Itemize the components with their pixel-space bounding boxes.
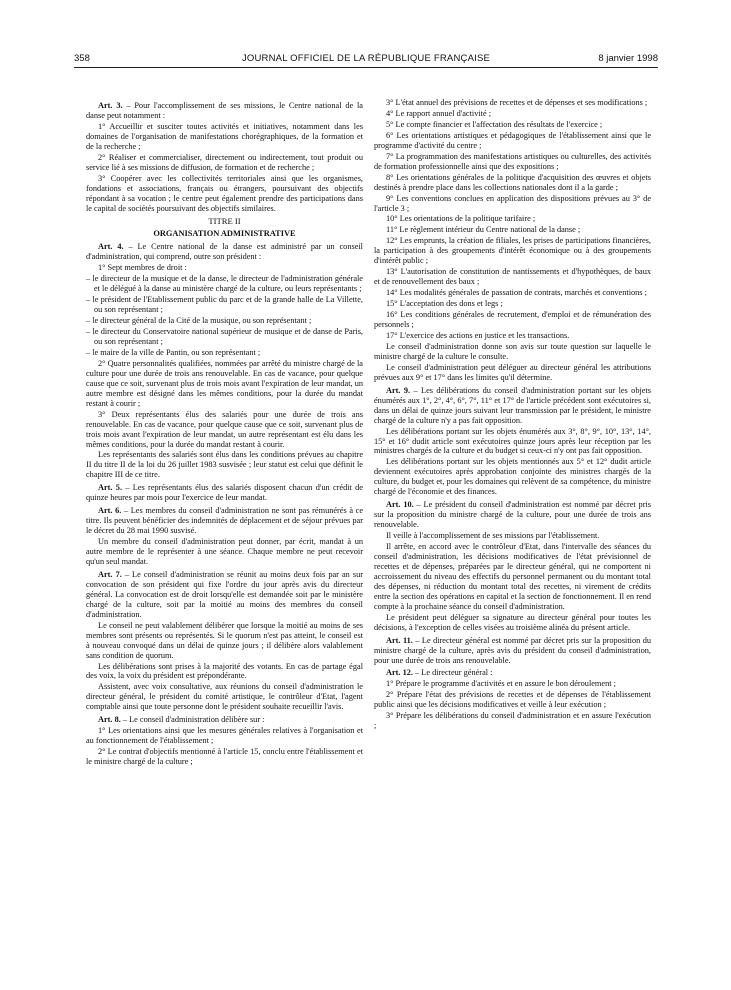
article-text: – Le directeur général est nommé par décret pris sur la proposition du ministre chargé de la culture, après avis du président du conseil d'administration, pour une durée de trois ans renouvelable. — [374, 635, 652, 665]
paragraph: Assistent, avec voix consultative, aux réunions du conseil d'administration le directeur général, le président du comité artistique, le contrôleur d'Etat, l'agent comptable ainsi que toute personne dont le président souhaite recueillir l'avis. — [86, 682, 363, 712]
paragraph: 9° Les conventions conclues en application des dispositions prévues au 3° de l'article 3 ; — [374, 193, 651, 213]
left-column — [86, 98, 363, 768]
paragraph: 14° Les modalités générales de passation de contrats, marchés et conventions ; — [386, 288, 647, 298]
paragraph: 8° Les orientations générales de la politique d'acquisition des œuvres et objets destinés à prendre place dans les collections nationales dont il a la garde ; — [374, 172, 651, 192]
paragraph: 2° Quatre personnalités qualifiées, nommées par arrêté du ministre chargé de la culture pour une durée de trois ans renouvelable. En cas de vacance, pour quelque cause que ce soit, survenant plus de trois mois avant l'expiration de leur mandat, un autre membre est désigné dans les mêmes conditions, pour la durée du mandat restant à courir ; — [86, 358, 363, 408]
article-label: Art. 7. — [98, 569, 122, 579]
issue-date: 8 janvier 1998 — [598, 53, 658, 64]
article-text: – Le président du conseil d'administration est nommé par décret pris sur la proposition du ministre chargé de la culture, pour une durée de trois ans renouvelable. — [374, 500, 651, 530]
article-paragraph — [374, 500, 651, 530]
paragraph: 2° Le contrat d'objectifs mentionné à l'article 15, conclu entre l'établissement et le ministre chargé de la culture ; — [86, 747, 363, 767]
paragraph: Il veille à l'accomplissement de ses missions par l'établissement. — [386, 531, 600, 541]
article-text: – Le conseil d'administration délibère sur : — [120, 715, 265, 725]
paragraph: 17° L'exercice des actions en justice et les transactions. — [386, 330, 570, 340]
article-paragraph — [374, 386, 651, 426]
article-text: – Le Centre national de la danse est administré par un conseil d'administration, qui comprend, outre son président : — [86, 242, 363, 262]
paragraph: 1° Prépare le programme d'activités et en assure le bon déroulement ; — [386, 679, 616, 689]
list-item: – le directeur général de la Cité de la musique, ou son représentant ; — [86, 316, 312, 326]
article-label: Art. 12. — [386, 668, 413, 678]
list-item: – le maire de la ville de Pantin, ou son représentant ; — [86, 347, 261, 357]
paragraph: 2° Prépare l'état des prévisions de recettes et de dépenses de l'établissement public ainsi que les décisions modificatives et veille à leur exécution ; — [374, 690, 651, 710]
article-paragraph — [86, 715, 363, 725]
paragraph: 3° Prépare les délibérations du conseil d'administration et en assure l'exécution ; — [374, 711, 651, 731]
paragraph: 6° Les orientations artistiques et pédagogiques de l'établissement ainsi que le programme d'activité du centre ; — [374, 130, 651, 150]
paragraph: 3° Deux représentants élus des salariés pour une durée de trois ans renouvelable. En cas de vacance, pour quelque cause que ce soit, survenant plus de trois mois avant l'expiration de leur mandat, un autre représentant est élu dans les mêmes conditions, pour la durée du mandat restant à courir. — [86, 409, 363, 449]
article-label: Art. 10. — [386, 500, 414, 510]
paragraph: 3° Coopérer avec les collectivités territoriales ainsi que les organismes, fondations et associations, français ou étrangers, poursuivant des objectifs répondant à sa vocation ; le centre peut également prendre des participations dans le capital de sociétés poursuivant des objectifs similaires. — [86, 173, 363, 213]
article-label: Art. 3. — [98, 101, 123, 110]
paragraph: Le conseil d'administration peut déléguer au directeur général les attributions prévues aux 9° et 17° dans les limites qu'il détermine. — [374, 362, 651, 382]
article-text: – Pour l'accomplissement de ses missions, le Centre national de la danse peut notamment : — [86, 101, 363, 120]
paragraph: 2° Réaliser et commercialiser, directement ou indirectement, tout produit ou service lié à ses missions de diffusion, de formation et de recherche ; — [86, 152, 363, 172]
paragraph: 1° Accueillir et susciter toutes activités et initiatives, notamment dans les domaines de l'organisation de manifestations chorégraphiques, de la formation et de la recherche ; — [86, 121, 363, 151]
paragraph: Les délibérations sont prises à la majorité des votants. En cas de partage égal des voix, la voix du président est prépondérante. — [86, 661, 363, 681]
paragraph: 5° Le compte financier et l'affectation des résultats de l'exercice ; — [386, 119, 603, 129]
article-paragraph — [86, 570, 363, 620]
list-item: – le directeur de la musique et de la danse, le directeur de l'administration générale et le délégué à la danse au ministère chargé de la culture, ou leurs représentants ; — [86, 274, 363, 294]
paragraph: 7° La programmation des manifestations artistiques ou culturelles, des activités de formation professionnelle ainsi que des expositions ; — [374, 151, 651, 171]
right-column — [374, 98, 651, 732]
article-label: Art. 8. — [98, 715, 121, 725]
list-item: – le directeur du Conservatoire national supérieur de musique et de danse de Paris, ou son représentant ; — [86, 327, 363, 346]
journal-title: JOURNAL OFFICIEL DE LA RÉPUBLIQUE FRANÇAISE — [241, 53, 491, 64]
section-heading: ORGANISATION ADMINISTRATIVE — [153, 229, 296, 239]
paragraph: 12° Les emprunts, la création de filiales, les prises de participations financières, la participation à des groupements d'intérêt économique ou à des groupements d'intérêt public ; — [374, 236, 651, 266]
article-label: Art. 11. — [386, 635, 413, 645]
paragraph: Il arrête, en accord avec le contrôleur d'Etat, dans l'intervalle des séances du conseil d'administration, les décisions modificatives de l'état prévisionnel de recettes et de dépenses, préparées par le directeur général, qui ne comportent ni accroissement du niveau des effectifs du personnel permanent ou du montant total des dépenses, ni réduction du montant total des recettes, ni virement de crédits entre la section des opérations en capital et la section de fonctionnement. Il en rend compte à la prochaine séance du conseil d'administration. — [374, 542, 651, 611]
paragraph: 4° Le rapport annuel d'activité ; — [386, 108, 492, 118]
article-label: Art. 5. — [98, 483, 123, 493]
page-header — [74, 50, 658, 66]
paragraph: Un membre du conseil d'administration peut donner, par écrit, mandat à un autre membre de le représenter à une séance. Chaque membre ne peut recevoir qu'un seul mandat. — [86, 537, 363, 566]
paragraph: 10° Les orientations de la politique tarifaire ; — [386, 214, 536, 224]
page-number: 358 — [74, 53, 90, 64]
paragraph: 15° L'acceptation des dons et legs ; — [386, 299, 503, 309]
paragraph: Le président peut déléguer sa signature au directeur général pour toutes les décisions, à l'exception de celles visées au troisième alinéa du présent article. — [374, 612, 651, 632]
paragraph: 3° L'état annuel des prévisions de recettes et de dépenses et ses modifications ; — [386, 98, 648, 107]
paragraph: 1° Sept membres de droit : — [98, 263, 187, 273]
article-text: – Le conseil d'administration se réunit au moins deux fois par an sur convocation de son président qui fixe l'ordre du jour après avis du directeur général. La convocation est de droit lorsqu'elle est demandée soit par le ministère chargé de la culture, soit par la moitié au moins des membres du conseil d'administration. — [86, 569, 363, 619]
article-paragraph — [86, 101, 363, 121]
paragraph: Le conseil d'administration donne son avis sur toute question sur laquelle le ministre chargé de la culture le consulte. — [374, 341, 651, 361]
article-text: – Le directeur général : — [412, 668, 493, 678]
paragraph: 16° Les conditions générales de recrutement, d'emploi et de rémunération des personnels ; — [374, 310, 651, 330]
article-text: – Les délibérations du conseil d'administration portant sur les objets énumérés aux 1°, 2°, 4°, 6°, 7°, 11° et 17° de l'article précédent sont exécutoires si, dans un délai de quinze jours suivant leur transmission par le président, le ministre chargé de la culture n'y a pas fait opposition. — [374, 385, 651, 425]
paragraph: Les délibérations portant sur les objets énumérés aux 3°, 8°, 9°, 10°, 13°, 14°, 15° et 16° dudit article sont exécutoires quinze jours après leur réception par les ministres chargés de la culture et du budget si ceux-ci n'y ont pas fait opposition. — [374, 426, 651, 456]
article-paragraph — [374, 636, 651, 666]
paragraph: Le conseil ne peut valablement délibérer que lorsque la moitié au moins de ses membres sont présents ou représentés. Si le quorum n'est pas atteint, le conseil est à nouveau convoqué dans un délai de quinze jours ; il délibère alors valablement sans condition de quorum. — [86, 620, 363, 660]
article-paragraph — [86, 506, 363, 536]
article-label: Art. 4. — [98, 242, 124, 252]
article-text: – Les membres du conseil d'administration ne sont pas rémunérés à ce titre. Ils peuvent bénéficier des indemnités de déplacement et de séjour prévues par le décret du 28 mai 1990 susvisé. — [86, 506, 364, 536]
title-heading: TITRE II — [208, 216, 241, 227]
paragraph: Les délibérations portant sur les objets mentionnés aux 5° et 12° dudit article deviennent exécutoires après approbation conjointe des ministres chargés de la culture, du budget et, pour les domaines qui relèvent de sa compétence, du ministre chargé de l'économie et des finances. — [374, 457, 651, 497]
article-paragraph — [374, 668, 651, 678]
article-paragraph — [86, 242, 363, 262]
paragraph: 1° Les orientations ainsi que les mesures générales relatives à l'organisation et au fonctionnement de l'établissement ; — [86, 726, 363, 746]
list-item: – le président de l'Etablissement public du parc et de la grande halle de La Villette, ou son représentant ; — [86, 295, 363, 315]
article-label: Art. 9. — [386, 385, 411, 395]
paragraph: 13° L'autorisation de constitution de nantissements et d'hypothèques, de baux et de renouvellement des baux ; — [374, 267, 651, 287]
article-text: – Les représentants élus des salariés disposent chacun d'un crédit de quinze heures par mois pour l'exercice de leur mandat. — [86, 483, 363, 503]
header-rule — [74, 67, 658, 68]
article-label: Art. 6. — [98, 506, 122, 516]
paragraph: 11° Le règlement intérieur du Centre national de la danse ; — [386, 225, 581, 235]
paragraph: Les représentants des salariés sont élus dans les conditions prévues au chapitre II du titre II de la loi du 26 juillet 1983 susvisée ; leur statut est celui que définit le chapitre III de ce titre. — [86, 450, 363, 480]
article-paragraph — [86, 483, 363, 503]
